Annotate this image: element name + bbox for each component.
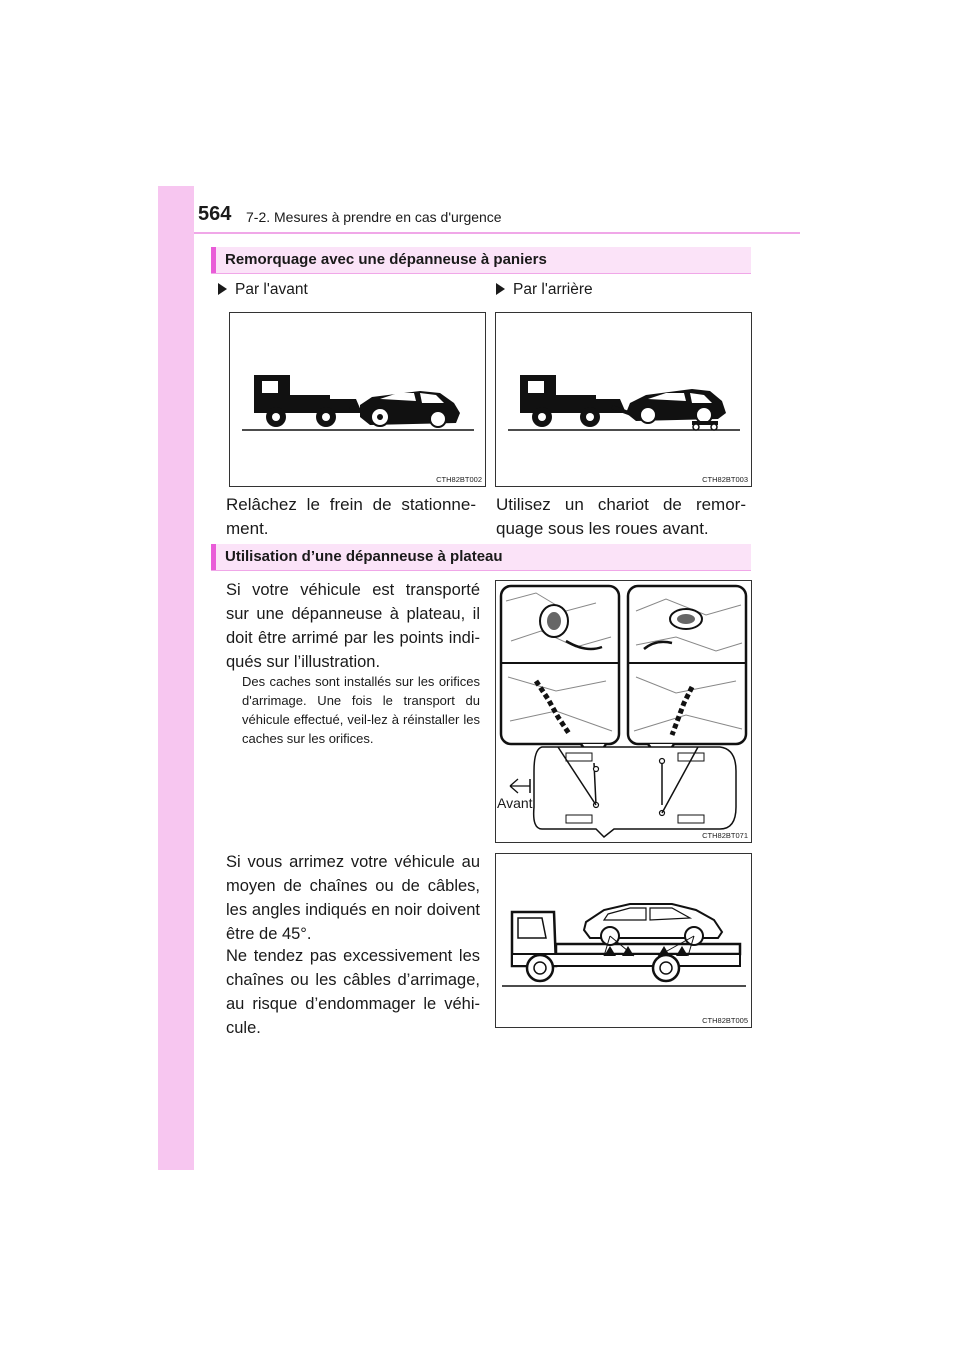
paragraph-tension: Ne tendez pas excessivement les chaînes ou les câbles d’arrimage, au risque d’endommager le véhi-cule. — [226, 947, 480, 1037]
section-heading-text: Remorquage avec une dépanneuse à paniers — [225, 251, 547, 268]
section-heading-wheel-lift — [211, 247, 751, 274]
front-direction-label: Avant — [497, 795, 533, 811]
subheading-front: Par l'avant — [218, 281, 308, 299]
instruction-rear: Utilisez un chariot de remor-quage sous les roues avant. — [496, 495, 746, 538]
figure-tow-front — [229, 312, 486, 487]
section-heading-text: Utilisation d’une dépanneuse à plateau — [225, 548, 503, 565]
tie-down-points-illustration — [496, 581, 751, 842]
figure-code: CTH82BT071 — [702, 831, 748, 840]
instruction-front: Relâchez le frein de stationne-ment. — [226, 495, 476, 538]
chapter-side-tab — [158, 186, 194, 1170]
tow-truck-front-illustration — [230, 313, 485, 486]
figure-flatbed-truck — [495, 853, 752, 1028]
figure-tow-rear — [495, 312, 752, 487]
header-rule — [194, 232, 800, 234]
paragraph-flatbed: Si votre véhicule est transporté sur une dépanneuse à plateau, il doit être arrimé par les points indi-qués sur l’illustration. — [226, 581, 480, 671]
subheading-rear: Par l'arrière — [496, 281, 593, 299]
chapter-title: 7-2. Mesures à prendre en cas d'urgence — [246, 209, 502, 225]
figure-code: CTH82BT005 — [702, 1016, 748, 1025]
figure-code: CTH82BT002 — [436, 475, 482, 484]
tow-truck-rear-illustration — [496, 313, 751, 486]
page-number: 564 — [198, 203, 232, 225]
flatbed-truck-illustration — [496, 854, 751, 1027]
note-caches: Des caches sont installés sur les orifices d'arrimage. Une fois le transport du véhicule effectué, veil-lez à réinstaller les caches sur les orifices. — [242, 674, 480, 746]
triangle-bullet-icon — [218, 283, 227, 295]
triangle-bullet-icon — [496, 283, 505, 295]
figure-tie-down-points — [495, 580, 752, 843]
paragraph-angle: Si vous arrimez votre véhicule au moyen de chaînes ou de câbles, les angles indiqués en noir doivent être de 45°. — [226, 853, 480, 943]
figure-code: CTH82BT003 — [702, 475, 748, 484]
section-heading-flatbed — [211, 544, 751, 571]
